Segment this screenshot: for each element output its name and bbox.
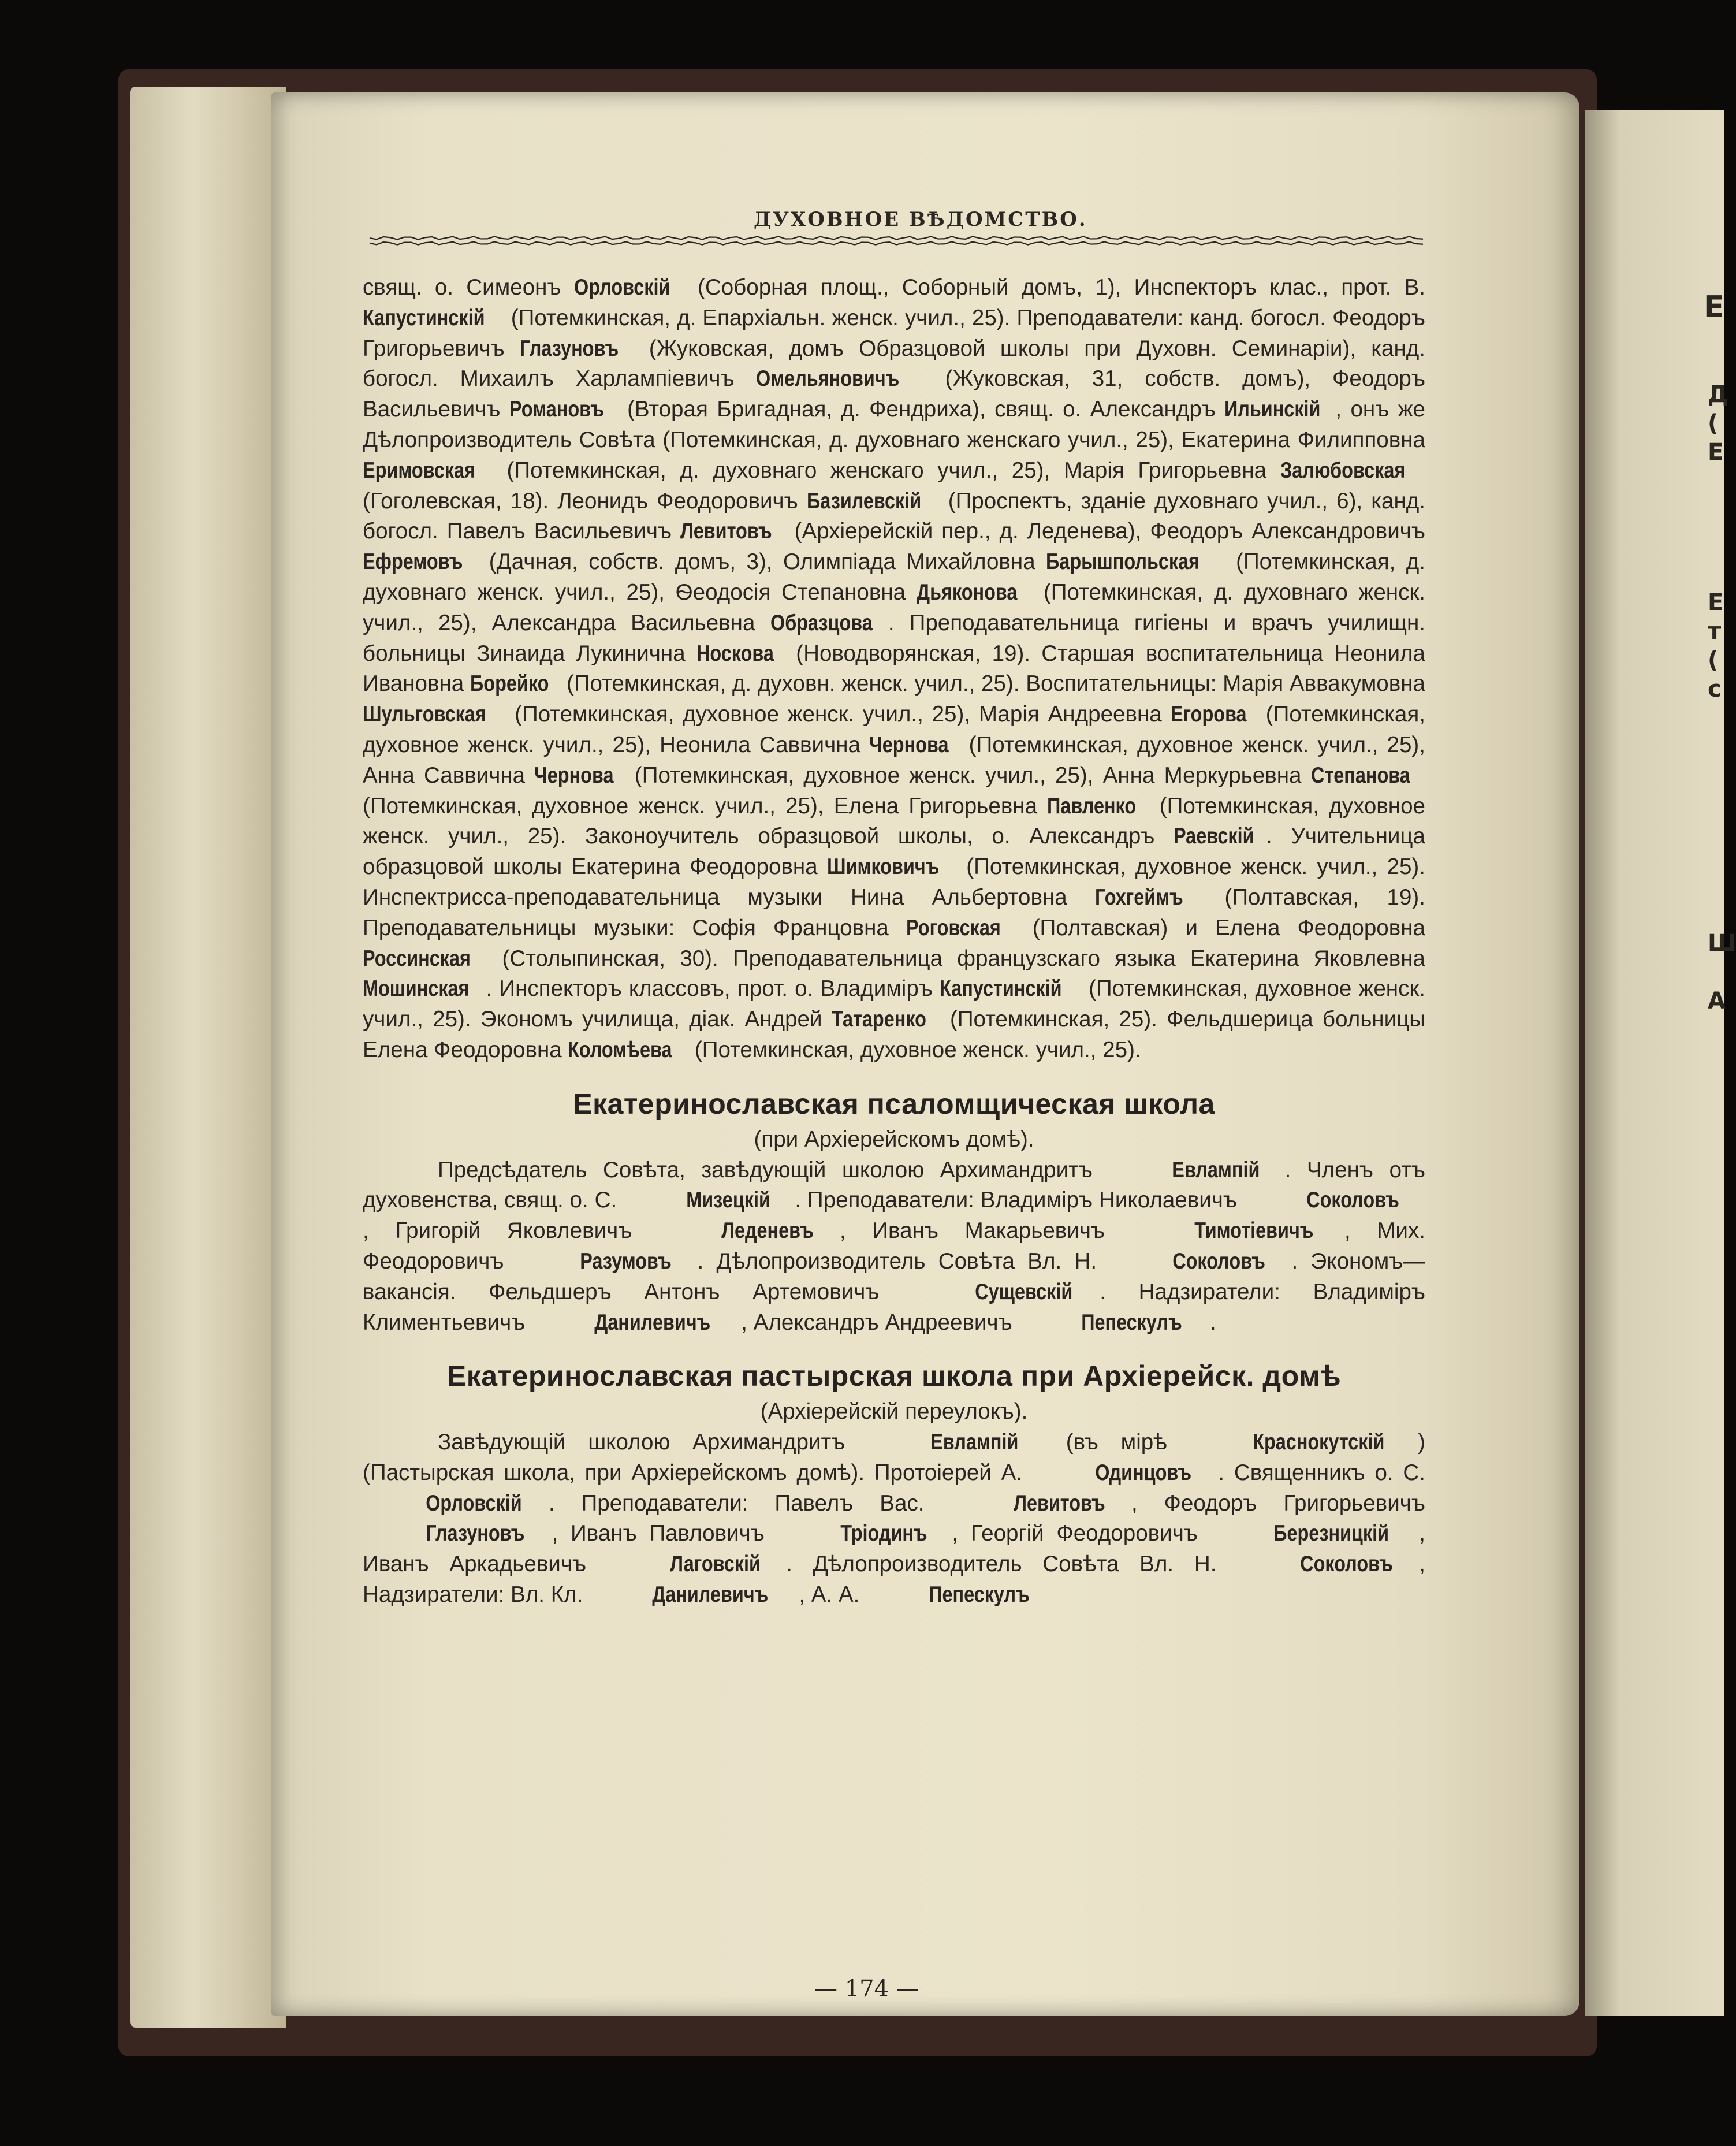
section-subtitle-pastoral-school: (Архіерейскій переулокъ). [760, 1399, 1028, 1425]
text-run: (въ мірѣ [1044, 1430, 1190, 1455]
next-page-letter: т [1708, 618, 1722, 645]
text-run: . Преподавательница гигіены и врачъ училищн. больницы Зинаида Лукинична [363, 610, 1425, 666]
text-run: (Дачная, собств. домъ, 3), Олимпіада Михайловна [478, 549, 1046, 575]
page-number: — 174 — [814, 1976, 919, 2002]
surname: Татаренко [831, 1007, 926, 1032]
next-page-letter: А [1708, 988, 1726, 1014]
surname: Тріодинъ [840, 1521, 927, 1546]
surname: Соколовъ [1306, 1188, 1399, 1213]
section-title-psalmist-school: Екатеринославская псаломщическая школа [573, 1087, 1215, 1120]
text-run: (Жуковская, домъ Образцовой школы при Духовн. Семинаріи), канд. богосл. Михаилъ Харлампіевичъ [363, 336, 1426, 392]
surname: Мошинская [363, 976, 470, 1002]
text-run: . Священникъ о. С. [1218, 1460, 1425, 1485]
text-run: Предсѣдатель Совѣта, завѣдующій школою Архимандритъ [438, 1157, 1109, 1182]
text-run: (Архіерейскій пер., д. Леденева), Феодоръ Александровичъ [785, 519, 1425, 544]
surname: Данилевичъ [652, 1582, 769, 1608]
text-run: , Феодоръ Григорьевичъ [1131, 1490, 1425, 1516]
text-run: . Экономъ—вакансія. Фельдшеръ Антонъ Артемовичъ [363, 1248, 1425, 1304]
text-run: (Потемкинская, духовное женск. учил., 25), Анна Меркурьевна [625, 763, 1311, 788]
text-run: (Вторая Бригадная, д. Фендриха), свящ. о. Александръ [618, 397, 1225, 422]
text-run: (Потемкинская, духовное женск. учил., 25), Марія Андреевна [506, 702, 1171, 727]
surname: Романовъ [509, 397, 604, 422]
surname: Сущевскій [975, 1279, 1073, 1304]
text-run: , Георгій Феодоровичъ [952, 1521, 1210, 1546]
next-page-letter: Ш [1708, 930, 1736, 957]
text-run: свящ. о. Симеонъ [363, 275, 574, 300]
surname: Ильинскій [1224, 397, 1321, 422]
text-run: , онъ же Дѣлопроизводитель Совѣта (Потемкинская, д. духовнаго женскаго учил., 25), Екатерина Филипповна [363, 397, 1425, 452]
surname: Леденевъ [721, 1218, 814, 1244]
text-run: (Столыпинская, 30). Преподавательница французскаго языка Екатерина Яковлевна [487, 946, 1425, 971]
surname: Евлампій [1171, 1157, 1260, 1182]
text-run: . Надзиратели: Владиміръ Климентьевичъ [363, 1279, 1426, 1335]
surname: Базилевскій [806, 488, 922, 514]
surname: Чернова [869, 732, 949, 757]
surname: Шимковичъ [826, 854, 940, 880]
header-wavy-rule [370, 232, 1426, 250]
surname: Омельяновичъ [756, 366, 900, 392]
surname: Соколовъ [1300, 1552, 1394, 1577]
text-run: . Учительница образцовой школы Екатерина Феодоровна [363, 824, 1425, 880]
surname: Егорова [1170, 702, 1247, 727]
surname: Залюбовская [1280, 458, 1405, 483]
surname: Березницкій [1273, 1521, 1389, 1546]
text-run: Завѣдующій школою Архимандритъ [438, 1430, 868, 1455]
next-page-letter: Е [1704, 290, 1724, 325]
surname: Лаговскій [669, 1552, 761, 1577]
text-run: (Потемкинская, д. духовнаго женск. учил., 25), Александра Васильевна [363, 579, 1425, 635]
text-run: (Потемкинская, д. духовнаго женскаго учил., 25), Марія Григорьевна [493, 458, 1280, 483]
section-subtitle-psalmist-school: (при Архіерейскомъ домѣ). [754, 1126, 1034, 1152]
text-run: . Членъ отъ духовенства, свящ. о. С. [363, 1157, 1425, 1213]
text-run: (Потемкинская, духовное женск. учил., 25). Экономъ училища, діак. Андрей [363, 976, 1425, 1032]
page-text [363, 273, 1425, 1611]
surname: Мизецкій [686, 1188, 770, 1213]
surname: Барышпольская [1046, 549, 1200, 575]
next-page-letter: Е [1708, 589, 1724, 616]
text-run: (Потемкинская, духовное женск. учил., 25), Анна Саввична [363, 732, 1425, 788]
text-run: (Полтавская) и Елена Феодоровна [1015, 915, 1425, 940]
surname: Борейко [470, 671, 549, 697]
text-run: . Дѣлопроизводитель Совѣта Вл. Н. [786, 1552, 1238, 1577]
surname: Глазуновъ [426, 1521, 525, 1546]
surname: Роговская [906, 915, 1001, 940]
text-run: (Потемкинская, 25). Фельдшерица больницы Елена Феодоровна [363, 1007, 1425, 1062]
surname: Тимотіевичъ [1194, 1218, 1314, 1244]
surname: Одинцовъ [1095, 1460, 1191, 1485]
text-run: (Потемкинская, духовное женск. учил., 25). Законоучитель образцовой школы, о. Александръ [363, 793, 1426, 849]
text-run: (Проспектъ, зданіе духовнаго учил., 6), канд. богосл. Павелъ Васильевичъ [363, 488, 1425, 544]
surname: Россинская [363, 946, 471, 971]
surname: Орловскій [426, 1490, 522, 1516]
text-run: , А. А. [799, 1582, 866, 1608]
surname: Евлампій [930, 1430, 1019, 1455]
text-run: (Потемкинская, д. духовнаго женск. учил., 25), Ѳеодосія Степановна [363, 549, 1425, 605]
text-run: . [1210, 1310, 1216, 1335]
surname: Капустинскій [363, 305, 485, 330]
text-run: (Жуковская, 31, собств. домъ), Феодоръ Васильевичъ [363, 366, 1425, 422]
surname: Данилевичъ [594, 1310, 711, 1335]
surname: Коломѣева [568, 1037, 672, 1062]
text-run: (Потемкинская, духовное женск. учил., 25). [688, 1037, 1141, 1062]
surname: Чернова [534, 763, 614, 788]
surname: Образцова [770, 610, 873, 635]
text-run: . Преподаватели: Павелъ Вас. [548, 1490, 951, 1516]
surname: Дьяконова [916, 579, 1018, 605]
next-page-letter: Е [1708, 439, 1724, 466]
surname: Краснокутскій [1252, 1430, 1385, 1455]
text-run: , Александръ Андреевичъ [741, 1310, 1019, 1335]
section-title-pastoral-school: Екатеринославская пастырская школа при Архіерейск. домѣ [446, 1360, 1342, 1393]
surname: Ефремовъ [363, 549, 463, 575]
text-run: , Мих. Феодоровичъ [363, 1218, 1425, 1274]
surname: Орловскій [573, 275, 670, 300]
text-run: , Иванъ Аркадьевичъ [363, 1521, 1425, 1577]
text-run: (Соборная площ., Соборный домъ, 1), Инспекторъ клас., прот. В. [684, 275, 1425, 300]
next-page-letter: Д [1708, 381, 1728, 408]
surname: Гохгеймъ [1095, 884, 1184, 910]
text-run: (Потемкинская, духовное женск. учил., 25), Неонила Саввична [363, 702, 1425, 757]
text-run: . Инспекторъ классовъ, прот. о. Владиміръ [486, 976, 940, 1002]
text-run: , Надзиратели: Вл. Кл. [363, 1552, 1425, 1608]
surname: Шульговская [363, 702, 486, 727]
text-run: (Потемкинская, духовное женск. учил., 25). Инспектрисса-преподавательница музыки Нина Альбертовна [363, 854, 1425, 910]
next-page-letter: ( [1708, 410, 1719, 437]
surname: Носкова [696, 641, 774, 666]
surname: Левитовъ [1014, 1490, 1106, 1516]
surname: Степанова [1310, 763, 1410, 788]
surname: Разумовъ [580, 1248, 672, 1274]
page-edges [130, 87, 286, 2028]
text-run: , Иванъ Павловичъ [552, 1521, 777, 1546]
next-page-letter: с [1708, 676, 1722, 702]
text-run: , Иванъ Макарьевичъ [839, 1218, 1131, 1244]
text-run: , Григорій Яковлевичъ [363, 1218, 659, 1244]
surname: Соколовъ [1172, 1248, 1266, 1274]
running-header: ДУХОВНОЕ ВѢДОМСТВО. [754, 208, 1087, 231]
next-page-letter: ( [1708, 647, 1719, 674]
text-run: (Потемкинская, д. духовн. женск. учил., 25). Воспитательницы: Марія Аввакумовна [560, 671, 1425, 697]
text-run: (Гоголевская, 18). Леонидъ Феодоровичъ [363, 488, 807, 514]
surname: Глазуновъ [519, 336, 619, 361]
paragraph-pastoral-school [363, 1427, 1425, 1611]
surname: Раевскій [1174, 824, 1254, 849]
text-run: (Полтавская, 19). Преподавательницы музыки: Софія Францовна [363, 884, 1425, 940]
paragraph-staff-list [363, 273, 1425, 1066]
paragraph-psalmist-school [363, 1155, 1425, 1338]
surname: Павленко [1047, 793, 1137, 819]
text-run: (Потемкинская, духовное женск. учил., 25), Елена Григорьевна [363, 793, 1048, 819]
text-run: . Преподаватели: Владиміръ Николаевичъ [795, 1188, 1243, 1213]
surname: Левитовъ [680, 519, 772, 544]
surname: Еримовская [363, 458, 475, 483]
surname: Пепескулъ [929, 1582, 1030, 1608]
text-run: . Дѣлопроизводитель Совѣта Вл. Н. [697, 1248, 1110, 1274]
surname: Пепескулъ [1081, 1310, 1183, 1335]
text-run: (Новодворянская, 19). Старшая воспитательница Неонила Ивановна [363, 641, 1426, 697]
next-page-fragment [1585, 110, 1736, 2016]
text-run: (Потемкинская, д. Епархіальн. женск. учил., 25). Преподаватели: канд. богосл. Феодоръ Григорьевичъ [363, 305, 1425, 361]
text-run: ) (Пастырская школа, при Архіерейскомъ домѣ). Протоіерей А. [363, 1430, 1426, 1485]
surname: Капустинскій [940, 976, 1062, 1002]
